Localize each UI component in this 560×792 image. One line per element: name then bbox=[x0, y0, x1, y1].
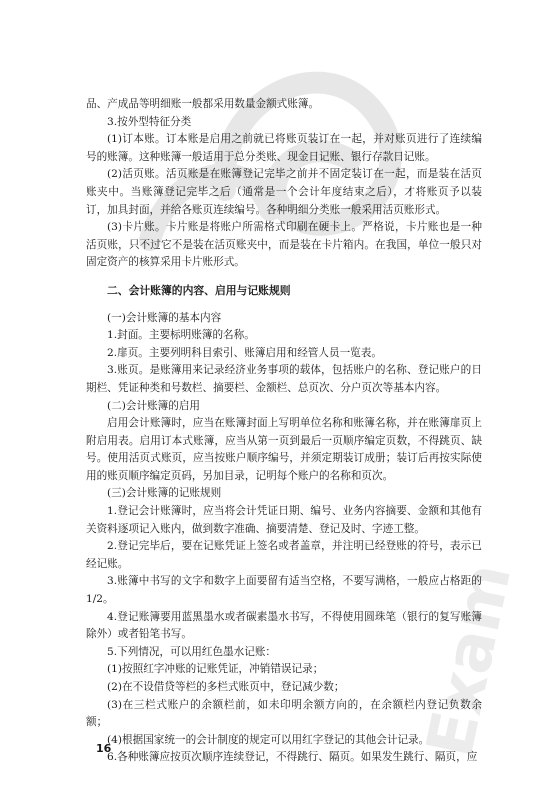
sub-list-item: (1)按照红字冲账的记账凭证，冲销错误记录； bbox=[107, 663, 324, 676]
sub-list-item: (3)在三栏式账户的余额栏前，如未印明余额方向的，在余额栏内登记负数余额； bbox=[86, 698, 482, 729]
list-item: 1.登记会计账簿时，应当将会计凭证日期、编号、业务内容摘要、金额和其他有关资料逐项记入账内，做到数字准确、摘要清楚、登记及时、字迹工整。 bbox=[86, 505, 482, 535]
subheading: 3.按外型特征分类 bbox=[107, 115, 192, 128]
paragraph: 启用会计账簿时，应当在账簿封面上写明单位名称和账簿名称，并在账簿扉页上附启用表。启用订本式账簿，应当从第一页到最后一页顺序编定页数，不得跳页、缺号。使用活页式账页，应当按账户顺序编号，并须定期装订成册；装订后再按实际使用的账页顺序编定页码，另加目录，记明每个账户的名称和页次。 bbox=[86, 417, 482, 482]
list-item: 2.扉页。主要列明科目索引、账簿启用和经管人员一览表。 bbox=[107, 346, 382, 359]
paragraph: (2)活页账。活页账是在账簿登记完毕之前并不固定装订在一起，而是装在活页账夹中。当账簿登记完毕之后（通常是一个会计年度结束之后），才将账页予以装订，加具封面，并给各账页连续编号。各种明细分类账一般采用活页账形式。 bbox=[86, 168, 482, 216]
list-item: 3.账页。是账簿用来记录经济业务事项的载体，包括账户的名称、登记账户的日期栏、凭证种类和号数栏、摘要栏、金额栏、总页次、分户页次等基本内容。 bbox=[86, 364, 482, 394]
subheading: (二)会计账簿的启用 bbox=[107, 399, 201, 412]
list-item: 4.登记账簿要用蓝黑墨水或者碳素墨水书写，不得使用圆珠笔（银行的复写账簿除外）或者铅笔书写。 bbox=[86, 610, 482, 641]
list-item: 3.账簿中书写的文字和数字上面要留有适当空格，不要写满格，一般应占格距的1/2。 bbox=[86, 575, 482, 606]
text-line: 品、产成品等明细账一般都采用数量金额式账簿。 bbox=[86, 98, 320, 110]
list-item: 6.各种账簿应按页次顺序连续登记，不得跳行、隔页。如果发生跳行、隔页，应 bbox=[107, 751, 478, 764]
list-item: 1.封面。主要标明账簿的名称。 bbox=[107, 329, 255, 342]
subheading: (三)会计账簿的记账规则 bbox=[107, 487, 222, 500]
section-heading: 二、会计账簿的内容、启用与记账规则 bbox=[107, 283, 291, 297]
paragraph: (3)卡片账。卡片账是将账户所需格式印刷在硬卡上。严格说，卡片账也是一种活页账，只不过它不是装在活页账夹中，而是装在卡片箱内。在我国，单位一般只对固定资产的核算采用卡片账形式。 bbox=[86, 221, 482, 269]
watermark-text: Exam bbox=[413, 557, 527, 764]
page-number: 16 bbox=[96, 742, 112, 755]
subheading: (一)会计账簿的基本内容 bbox=[107, 311, 222, 324]
list-item: 5.下列情况，可以用红色墨水记账： bbox=[107, 645, 277, 658]
document-body bbox=[86, 96, 482, 767]
sub-list-item: (4)根据国家统一的会计制度的规定可以用红字登记的其他会计记录。 bbox=[107, 733, 430, 746]
list-item: 2.登记完毕后，要在记账凭证上签名或者盖章，并注明已经登账的符号，表示已经记账。 bbox=[86, 540, 482, 570]
paragraph: (1)订本账。订本账是启用之前就已将账页装订在一起，并对账页进行了连续编号的账簿。这种账簿一般适用于总分类账、现金日记账、银行存款日记账。 bbox=[86, 133, 482, 163]
sub-list-item: (2)在不设借贷等栏的多栏式账页中，登记减少数； bbox=[107, 681, 345, 693]
